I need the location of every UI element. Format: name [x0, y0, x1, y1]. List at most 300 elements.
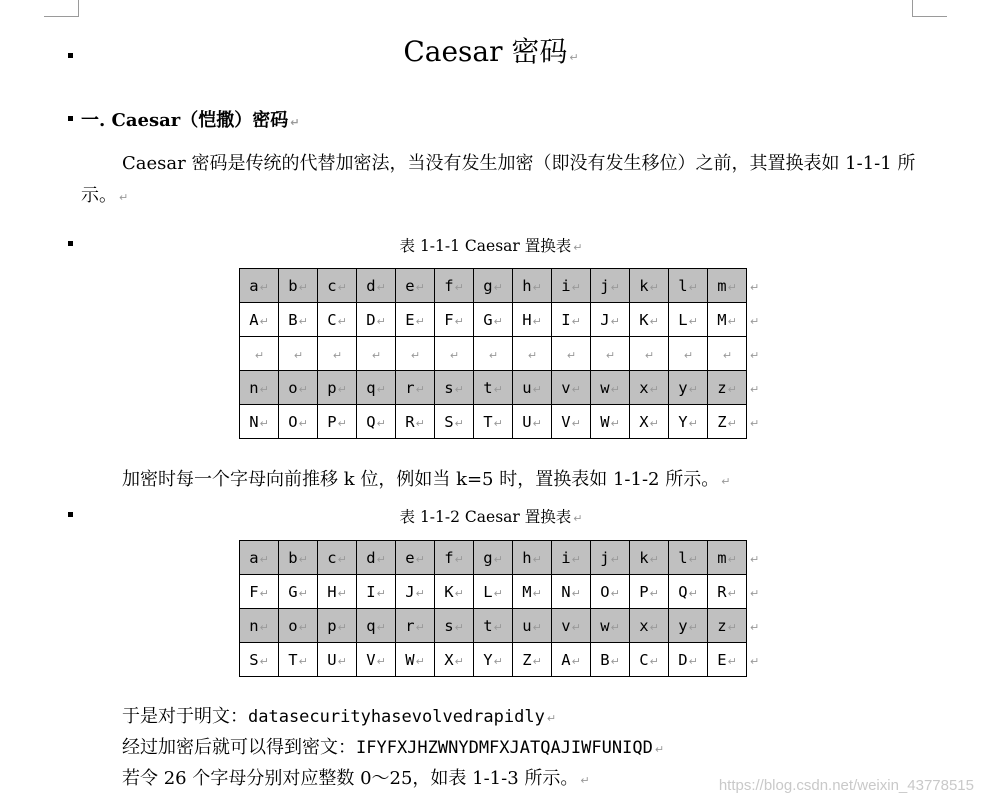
cell-text: k — [639, 548, 649, 567]
cell-mark: ↵ — [415, 280, 425, 294]
cell-text: T — [483, 412, 493, 431]
cell-mark: ↵ — [649, 586, 659, 600]
cell-text: l — [678, 548, 688, 567]
cell-mark: ↵ — [649, 280, 659, 294]
table-cell[interactable] — [669, 337, 708, 371]
cell-mark: ↵ — [532, 620, 542, 634]
table-cell[interactable] — [240, 609, 279, 643]
cell-text: c — [327, 276, 337, 295]
table-cell[interactable] — [318, 643, 357, 677]
cell-text: Q — [366, 412, 376, 431]
cell-text: Z — [522, 650, 532, 669]
cell-mark: ↵ — [571, 416, 581, 430]
cell-text: z — [717, 378, 727, 397]
table-cell[interactable] — [240, 575, 279, 609]
cell-mark: ↵ — [415, 314, 425, 328]
cell-mark: ↵ — [532, 416, 542, 430]
shift-paragraph[interactable]: 加密时每一个字母向前推移 k 位，例如当 k=5 时，置换表如 1-1-2 所示。 ↵ — [122, 469, 731, 490]
cell-mark: ↵ — [727, 552, 737, 566]
cell-text: v — [561, 616, 571, 635]
table-cell[interactable] — [357, 371, 396, 405]
table-cell[interactable] — [708, 541, 747, 575]
table-cell[interactable] — [240, 337, 279, 371]
table-cell[interactable] — [435, 643, 474, 677]
table-cell[interactable] — [708, 575, 747, 609]
table-cell[interactable] — [708, 269, 747, 303]
cell-mark: ↵ — [376, 382, 386, 396]
table-cell[interactable] — [318, 337, 357, 371]
row-end-mark — [747, 643, 764, 677]
table-cell[interactable] — [240, 405, 279, 439]
cell-text: P — [639, 582, 649, 601]
table-cell[interactable] — [435, 609, 474, 643]
cell-mark: ↵ — [332, 348, 343, 362]
cell-mark: ↵ — [337, 280, 347, 294]
table-cell[interactable] — [279, 405, 318, 439]
table-cell[interactable] — [279, 337, 318, 371]
table-cell[interactable] — [669, 609, 708, 643]
table-cell[interactable] — [708, 609, 747, 643]
cell-mark: ↵ — [488, 348, 499, 362]
table-cell[interactable] — [279, 303, 318, 337]
table-cell[interactable] — [357, 405, 396, 439]
table-cell[interactable] — [396, 541, 435, 575]
cell-text: s — [444, 616, 454, 635]
table-cell[interactable] — [513, 303, 552, 337]
table-cell[interactable] — [591, 575, 630, 609]
cell-text: N — [561, 582, 571, 601]
table-row — [240, 269, 764, 303]
intro-paragraph[interactable]: Caesar 密码是传统的代替加密法，当没有发生加密（即没有发生移位）之前，其置换表如 1-1-1 所示。 ↵ — [81, 153, 916, 206]
cell-mark: ↵ — [571, 552, 581, 566]
cell-text: C — [327, 310, 337, 329]
table-cell[interactable] — [435, 541, 474, 575]
cell-mark: ↵ — [688, 280, 698, 294]
cell-text: K — [444, 582, 454, 601]
cell-mark: ↵ — [376, 416, 386, 430]
cell-mark: ↵ — [415, 416, 425, 430]
table-cell[interactable] — [240, 643, 279, 677]
cell-text: J — [600, 310, 610, 329]
cell-mark: ↵ — [337, 586, 347, 600]
table-cell[interactable] — [630, 643, 669, 677]
cell-text: o — [288, 616, 298, 635]
cell-mark: ↵ — [298, 416, 308, 430]
cell-mark: ↵ — [410, 348, 421, 362]
cell-mark: ↵ — [610, 654, 620, 668]
cell-mark: ↵ — [722, 348, 733, 362]
table-cell[interactable] — [513, 337, 552, 371]
row-mark: ↵ — [750, 654, 760, 668]
cell-mark: ↵ — [688, 314, 698, 328]
cell-text: j — [600, 548, 610, 567]
cell-mark: ↵ — [454, 586, 464, 600]
cell-text: Y — [483, 650, 493, 669]
table-cell[interactable] — [318, 575, 357, 609]
cell-text: E — [717, 650, 727, 669]
cell-text: B — [288, 310, 298, 329]
table-cell[interactable] — [630, 303, 669, 337]
cell-mark: ↵ — [610, 280, 620, 294]
cell-text: Z — [717, 412, 727, 431]
table-cell[interactable] — [669, 541, 708, 575]
cell-text: j — [600, 276, 610, 295]
cell-text: e — [405, 276, 415, 295]
table1-caption[interactable]: 表 1-1-1 Caesar 置换表 ↵ — [399, 237, 583, 255]
table-cell[interactable] — [708, 303, 747, 337]
cell-mark: ↵ — [337, 382, 347, 396]
cell-text: H — [522, 310, 532, 329]
cell-text: M — [522, 582, 532, 601]
table-cell[interactable] — [669, 575, 708, 609]
table-cell[interactable] — [630, 269, 669, 303]
list-bullet — [68, 116, 73, 121]
cell-text: a — [249, 548, 259, 567]
cell-text: w — [600, 616, 610, 635]
cell-mark: ↵ — [298, 654, 308, 668]
cell-mark: ↵ — [254, 348, 265, 362]
cell-text: M — [717, 310, 727, 329]
table-cell[interactable] — [552, 337, 591, 371]
cell-mark: ↵ — [493, 416, 503, 430]
table-cell[interactable] — [279, 643, 318, 677]
cell-mark: ↵ — [337, 654, 347, 668]
table-cell[interactable] — [474, 609, 513, 643]
table-cell[interactable] — [552, 405, 591, 439]
table-cell[interactable] — [474, 303, 513, 337]
table-cell[interactable] — [435, 405, 474, 439]
cell-text: R — [717, 582, 727, 601]
cell-text: p — [327, 378, 337, 397]
cell-mark: ↵ — [259, 382, 269, 396]
row-end-mark — [747, 541, 764, 575]
row-end-mark — [747, 575, 764, 609]
table-cell[interactable] — [318, 541, 357, 575]
table-cell[interactable] — [552, 609, 591, 643]
cell-mark: ↵ — [493, 280, 503, 294]
table-cell[interactable] — [591, 303, 630, 337]
table-cell[interactable] — [240, 269, 279, 303]
cell-text: k — [639, 276, 649, 295]
table-cell[interactable] — [552, 643, 591, 677]
cell-mark: ↵ — [298, 382, 308, 396]
cell-mark: ↵ — [259, 586, 269, 600]
cell-mark: ↵ — [532, 654, 542, 668]
table-row — [240, 643, 764, 677]
table-cell[interactable] — [396, 643, 435, 677]
cell-mark: ↵ — [376, 620, 386, 634]
table-cell[interactable] — [357, 269, 396, 303]
table-cell[interactable] — [357, 303, 396, 337]
page-corner-top-right — [912, 0, 947, 17]
table-cell[interactable] — [513, 643, 552, 677]
section-heading[interactable]: 一. Caesar（恺撒）密码 ↵ — [81, 110, 300, 131]
cell-text: R — [405, 412, 415, 431]
cell-text: G — [288, 582, 298, 601]
table-cell[interactable] — [240, 541, 279, 575]
cell-mark: ↵ — [493, 314, 503, 328]
cell-mark: ↵ — [649, 416, 659, 430]
table-cell[interactable] — [669, 405, 708, 439]
cell-mark: ↵ — [571, 586, 581, 600]
cell-text: A — [561, 650, 571, 669]
cell-text: u — [522, 616, 532, 635]
ciphertext-line[interactable]: 经过加密后就可以得到密文：IFYFXJHZWNYDMFXJATQAJIWFUNIQD ↵ — [122, 737, 665, 758]
cell-mark: ↵ — [644, 348, 655, 362]
cell-text: T — [288, 650, 298, 669]
table-cell[interactable] — [435, 269, 474, 303]
table-cell[interactable] — [630, 337, 669, 371]
table-cell[interactable] — [513, 371, 552, 405]
table-cell[interactable] — [552, 269, 591, 303]
table-cell[interactable] — [396, 575, 435, 609]
cell-text: F — [444, 310, 454, 329]
cell-mark: ↵ — [532, 552, 542, 566]
table-cell[interactable] — [279, 269, 318, 303]
cell-text: W — [600, 412, 610, 431]
table-cell[interactable] — [318, 371, 357, 405]
table-cell[interactable] — [474, 643, 513, 677]
cell-mark: ↵ — [415, 586, 425, 600]
row-end-mark — [747, 609, 764, 643]
cell-mark: ↵ — [415, 654, 425, 668]
table-row — [240, 541, 764, 575]
cell-text: g — [483, 276, 493, 295]
mapping-line[interactable]: 若令 26 个字母分别对应整数 0～25，如表 1-1-3 所示。 ↵ — [122, 768, 590, 789]
cell-text: X — [444, 650, 454, 669]
cell-mark: ↵ — [376, 586, 386, 600]
cell-mark: ↵ — [493, 382, 503, 396]
table-cell[interactable] — [318, 303, 357, 337]
cell-mark: ↵ — [376, 314, 386, 328]
cell-text: A — [249, 310, 259, 329]
table-cell[interactable] — [669, 269, 708, 303]
table-cell[interactable] — [591, 269, 630, 303]
cell-text: O — [600, 582, 610, 601]
row-mark: ↵ — [750, 280, 760, 294]
table-row — [240, 337, 764, 371]
cell-text: y — [678, 378, 688, 397]
cell-mark: ↵ — [532, 280, 542, 294]
table-cell[interactable] — [474, 269, 513, 303]
cell-mark: ↵ — [454, 416, 464, 430]
table-cell[interactable] — [279, 609, 318, 643]
table-row — [240, 303, 764, 337]
table-cell[interactable] — [591, 541, 630, 575]
cell-mark: ↵ — [610, 416, 620, 430]
table-cell[interactable] — [240, 303, 279, 337]
table2-caption[interactable]: 表 1-1-2 Caesar 置换表 ↵ — [399, 508, 583, 526]
cell-mark: ↵ — [727, 382, 737, 396]
cell-text: V — [561, 412, 571, 431]
cell-mark: ↵ — [649, 382, 659, 396]
cell-text: Y — [678, 412, 688, 431]
table-cell[interactable] — [279, 541, 318, 575]
table-cell[interactable] — [513, 269, 552, 303]
cell-text: I — [366, 582, 376, 601]
cell-text: n — [249, 616, 259, 635]
table-cell[interactable] — [669, 303, 708, 337]
cell-text: L — [483, 582, 493, 601]
substitution-table-1[interactable] — [239, 268, 764, 439]
cell-text: n — [249, 378, 259, 397]
row-mark: ↵ — [750, 416, 760, 430]
cell-text: x — [639, 616, 649, 635]
table-cell[interactable] — [591, 371, 630, 405]
table-cell[interactable] — [435, 337, 474, 371]
table-cell[interactable] — [630, 405, 669, 439]
cell-text: h — [522, 548, 532, 567]
table-cell[interactable] — [279, 575, 318, 609]
cell-text: f — [444, 548, 454, 567]
table-cell[interactable] — [357, 643, 396, 677]
watermark: https://blog.csdn.net/weixin_43778515 — [718, 777, 974, 794]
table-cell[interactable] — [396, 337, 435, 371]
table-cell[interactable] — [552, 575, 591, 609]
table-cell[interactable] — [318, 269, 357, 303]
cell-mark: ↵ — [259, 314, 269, 328]
cell-mark: ↵ — [727, 586, 737, 600]
table-cell[interactable] — [708, 643, 747, 677]
table-cell[interactable] — [513, 609, 552, 643]
table-cell[interactable] — [396, 371, 435, 405]
cell-text: q — [366, 616, 376, 635]
row-end-mark — [747, 269, 764, 303]
table-cell[interactable] — [318, 609, 357, 643]
document-title[interactable]: Caesar 密码 ↵ — [403, 35, 579, 68]
table-cell[interactable] — [396, 609, 435, 643]
cell-text: s — [444, 378, 454, 397]
table-cell[interactable] — [591, 609, 630, 643]
cell-mark: ↵ — [415, 382, 425, 396]
cell-mark: ↵ — [415, 552, 425, 566]
table-row — [240, 575, 764, 609]
cell-text: u — [522, 378, 532, 397]
cell-mark: ↵ — [688, 586, 698, 600]
cell-text: x — [639, 378, 649, 397]
table-cell[interactable] — [240, 371, 279, 405]
table-cell[interactable] — [630, 371, 669, 405]
cell-text: v — [561, 378, 571, 397]
cell-text: U — [327, 650, 337, 669]
table-cell[interactable] — [435, 371, 474, 405]
cell-text: c — [327, 548, 337, 567]
cell-mark: ↵ — [532, 586, 542, 600]
cell-text: G — [483, 310, 493, 329]
cell-text: d — [366, 276, 376, 295]
table-cell[interactable] — [435, 575, 474, 609]
table-cell[interactable] — [591, 643, 630, 677]
table-cell[interactable] — [552, 541, 591, 575]
row-mark: ↵ — [750, 586, 760, 600]
cell-text: Q — [678, 582, 688, 601]
cell-text: N — [249, 412, 259, 431]
table-cell[interactable] — [513, 575, 552, 609]
cell-mark: ↵ — [376, 552, 386, 566]
cell-mark: ↵ — [566, 348, 577, 362]
table-cell[interactable] — [474, 405, 513, 439]
table-cell[interactable] — [435, 303, 474, 337]
table-cell[interactable] — [318, 405, 357, 439]
table-cell[interactable] — [513, 541, 552, 575]
cell-text: m — [717, 548, 727, 567]
cell-mark: ↵ — [298, 280, 308, 294]
table-cell[interactable] — [357, 337, 396, 371]
table-cell[interactable] — [474, 575, 513, 609]
cell-text: P — [327, 412, 337, 431]
table-cell[interactable] — [396, 405, 435, 439]
cell-text: V — [366, 650, 376, 669]
cell-text: y — [678, 616, 688, 635]
plaintext-line[interactable]: 于是对于明文：datasecurityhasevolvedrapidly ↵ — [122, 706, 557, 727]
table-cell[interactable] — [708, 337, 747, 371]
table-cell[interactable] — [552, 371, 591, 405]
cell-mark: ↵ — [727, 314, 737, 328]
table-cell[interactable] — [474, 337, 513, 371]
cell-mark: ↵ — [688, 382, 698, 396]
table-cell[interactable] — [591, 405, 630, 439]
cell-mark: ↵ — [298, 314, 308, 328]
table-cell[interactable] — [474, 541, 513, 575]
cell-mark: ↵ — [688, 620, 698, 634]
table-cell[interactable] — [357, 609, 396, 643]
table-cell[interactable] — [396, 269, 435, 303]
table-row — [240, 371, 764, 405]
cell-mark: ↵ — [493, 620, 503, 634]
cell-mark: ↵ — [571, 654, 581, 668]
cell-mark: ↵ — [493, 586, 503, 600]
table-cell[interactable] — [630, 575, 669, 609]
cell-text: l — [678, 276, 688, 295]
cell-mark: ↵ — [415, 620, 425, 634]
cell-text: m — [717, 276, 727, 295]
cell-mark: ↵ — [688, 416, 698, 430]
table-cell[interactable] — [708, 371, 747, 405]
cell-mark: ↵ — [610, 586, 620, 600]
table-cell[interactable] — [630, 541, 669, 575]
table-cell[interactable] — [669, 371, 708, 405]
table-cell[interactable] — [708, 405, 747, 439]
cell-mark: ↵ — [610, 552, 620, 566]
cell-text: B — [600, 650, 610, 669]
cell-text: e — [405, 548, 415, 567]
cell-text: E — [405, 310, 415, 329]
cell-mark: ↵ — [298, 586, 308, 600]
cell-mark: ↵ — [532, 314, 542, 328]
row-mark: ↵ — [750, 620, 760, 634]
table-cell[interactable] — [474, 371, 513, 405]
cell-text: g — [483, 548, 493, 567]
cell-text: o — [288, 378, 298, 397]
substitution-table-2[interactable] — [239, 540, 764, 677]
cell-mark: ↵ — [527, 348, 538, 362]
table-cell[interactable] — [396, 303, 435, 337]
cell-text: L — [678, 310, 688, 329]
cell-mark: ↵ — [454, 382, 464, 396]
table-cell[interactable] — [669, 643, 708, 677]
table-cell[interactable] — [513, 405, 552, 439]
table-cell[interactable] — [591, 337, 630, 371]
table-cell[interactable] — [357, 575, 396, 609]
cell-mark: ↵ — [727, 654, 737, 668]
cell-text: z — [717, 616, 727, 635]
table-cell[interactable] — [630, 609, 669, 643]
table-cell[interactable] — [552, 303, 591, 337]
table-cell[interactable] — [357, 541, 396, 575]
row-mark: ↵ — [750, 314, 760, 328]
cell-mark: ↵ — [376, 280, 386, 294]
table-cell[interactable] — [279, 371, 318, 405]
